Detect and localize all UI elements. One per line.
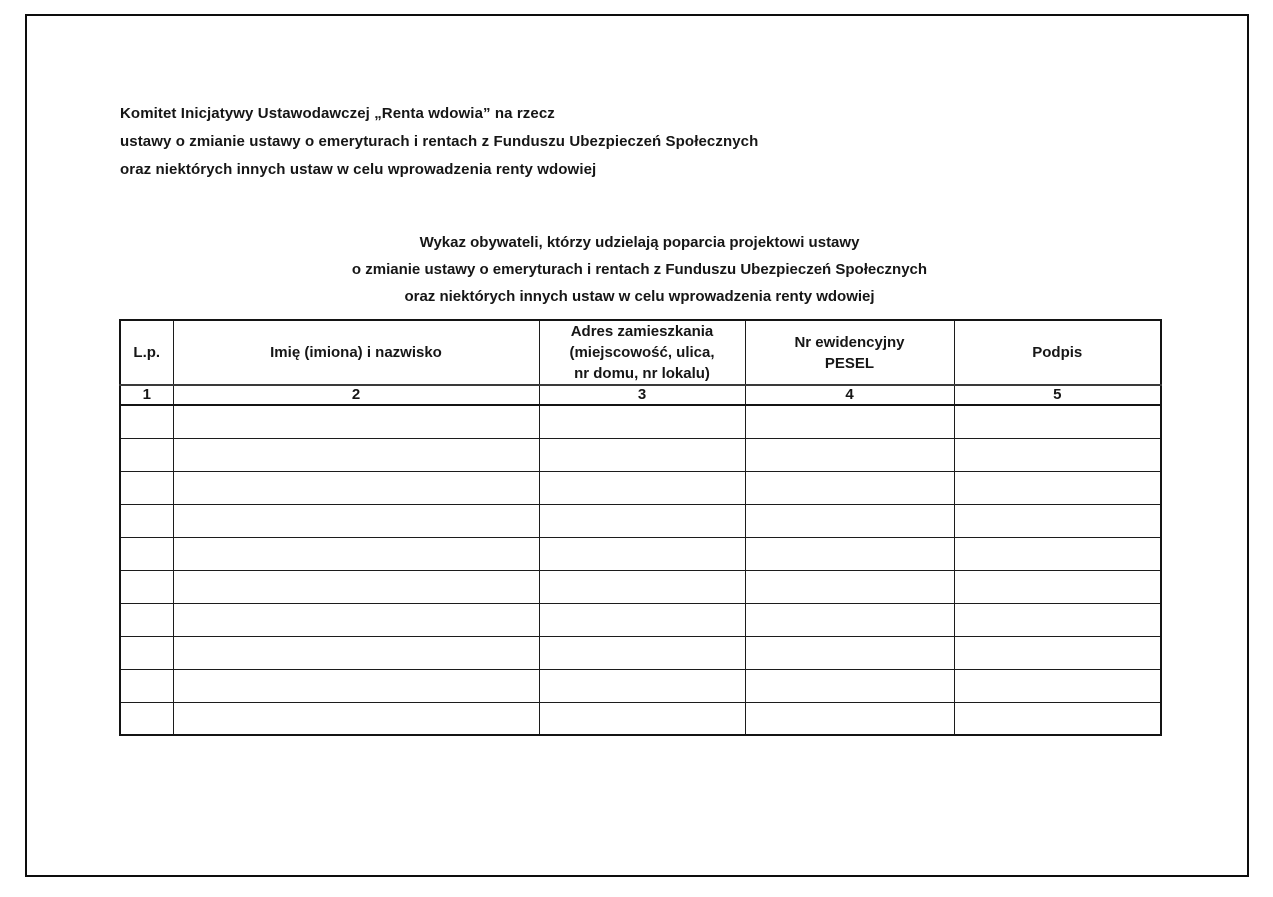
empty-cell: [745, 603, 954, 636]
empty-cell: [120, 438, 173, 471]
empty-cell: [539, 636, 745, 669]
empty-cell: [954, 669, 1161, 702]
column-number-4: 4: [745, 385, 954, 405]
empty-cell: [173, 504, 539, 537]
empty-signature-row: [120, 405, 1161, 438]
empty-cell: [745, 636, 954, 669]
empty-cell: [173, 636, 539, 669]
empty-cell: [173, 603, 539, 636]
empty-cell: [539, 603, 745, 636]
column-number-2: 2: [173, 385, 539, 405]
empty-cell: [954, 570, 1161, 603]
empty-cell: [954, 438, 1161, 471]
empty-signature-row: [120, 702, 1161, 735]
empty-cell: [745, 471, 954, 504]
empty-cell: [539, 570, 745, 603]
committee-header: Komitet Inicjatywy Ustawodawczej „Renta wdowia” na rzecz ustawy o zmianie ustawy o emeryturach i rentach z Funduszu Ubezpieczeń Społecznych oraz niektórych innych ustaw w celu wprowadzenia renty wdowiej: [120, 105, 759, 178]
empty-cell: [745, 669, 954, 702]
table-header-row: [120, 320, 1161, 385]
column-header-name: Imię (imiona) i nazwisko: [173, 320, 539, 385]
column-header-lp: L.p.: [120, 320, 173, 385]
empty-cell: [539, 537, 745, 570]
empty-cell: [173, 702, 539, 735]
empty-cell: [173, 570, 539, 603]
empty-cell: [120, 537, 173, 570]
empty-cell: [120, 603, 173, 636]
empty-cell: [173, 438, 539, 471]
empty-signature-row: [120, 504, 1161, 537]
empty-cell: [745, 570, 954, 603]
empty-cell: [120, 471, 173, 504]
empty-cell: [539, 669, 745, 702]
column-number-3: 3: [539, 385, 745, 405]
column-number-1: 1: [120, 385, 173, 405]
column-header-pesel: Nr ewidencyjny PESEL: [745, 320, 954, 385]
empty-cell: [120, 636, 173, 669]
petition-title: Wykaz obywateli, którzy udzielają poparcia projektowi ustawy o zmianie ustawy o emeryturach i rentach z Funduszu Ubezpieczeń Społecznych oraz niektórych innych ustaw w celu wprowadzenia renty wdowiej: [351, 234, 928, 305]
empty-cell: [745, 702, 954, 735]
empty-signature-row: [120, 438, 1161, 471]
empty-cell: [954, 504, 1161, 537]
empty-cell: [745, 405, 954, 438]
empty-signature-row: [120, 471, 1161, 504]
empty-cell: [745, 438, 954, 471]
empty-cell: [120, 405, 173, 438]
support-signatures-table: [119, 319, 1162, 736]
empty-cell: [173, 537, 539, 570]
empty-cell: [173, 471, 539, 504]
empty-signature-row: [120, 669, 1161, 702]
empty-cell: [745, 504, 954, 537]
empty-signature-row: [120, 570, 1161, 603]
empty-cell: [173, 669, 539, 702]
empty-cell: [539, 504, 745, 537]
signature-rows: [120, 405, 1161, 735]
column-number-5: 5: [954, 385, 1161, 405]
empty-cell: [954, 636, 1161, 669]
empty-signature-row: [120, 636, 1161, 669]
column-number-row: [120, 385, 1161, 405]
empty-signature-row: [120, 603, 1161, 636]
empty-cell: [120, 570, 173, 603]
empty-cell: [954, 405, 1161, 438]
empty-cell: [539, 702, 745, 735]
empty-cell: [954, 603, 1161, 636]
empty-cell: [539, 405, 745, 438]
empty-cell: [120, 669, 173, 702]
empty-cell: [539, 471, 745, 504]
empty-cell: [954, 537, 1161, 570]
empty-cell: [173, 405, 539, 438]
column-header-signature: Podpis: [954, 320, 1161, 385]
empty-cell: [745, 537, 954, 570]
empty-cell: [120, 702, 173, 735]
empty-cell: [954, 702, 1161, 735]
column-header-address: Adres zamieszkania (miejscowość, ulica, nr domu, nr lokalu): [539, 320, 745, 385]
empty-cell: [539, 438, 745, 471]
empty-cell: [954, 471, 1161, 504]
empty-cell: [120, 504, 173, 537]
empty-signature-row: [120, 537, 1161, 570]
